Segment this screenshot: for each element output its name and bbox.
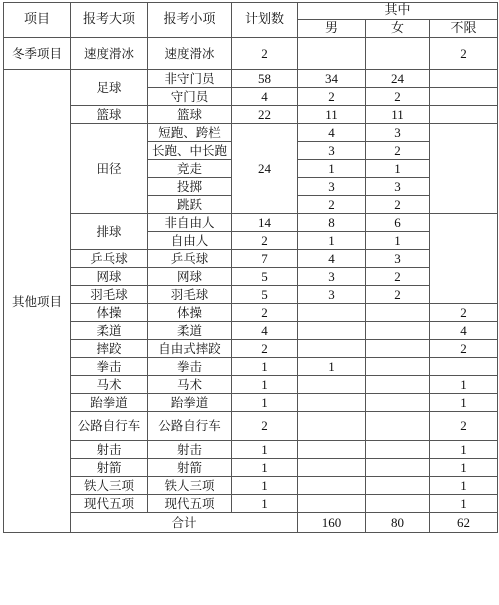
- cell-female: 1: [366, 232, 430, 250]
- cell-subcategory: 非自由人: [148, 214, 232, 232]
- cell-category: 网球: [71, 268, 148, 286]
- cell-female: [366, 459, 430, 477]
- cell-male: [298, 459, 366, 477]
- cell-category: 射箭: [71, 459, 148, 477]
- cell-subcategory: 非守门员: [148, 70, 232, 88]
- cell-project-other: 其他项目: [4, 70, 71, 533]
- cell-planned: 24: [232, 124, 298, 214]
- cell-male: [298, 322, 366, 340]
- cell-category: 铁人三项: [71, 477, 148, 495]
- cell-subcategory: 羽毛球: [148, 286, 232, 304]
- cell-female: [366, 477, 430, 495]
- cell-planned: 4: [232, 88, 298, 106]
- cell-female: 2: [366, 88, 430, 106]
- cell-planned: 4: [232, 322, 298, 340]
- table-row: [4, 304, 498, 322]
- total-planned: 160: [298, 513, 366, 533]
- cell-planned: 2: [232, 340, 298, 358]
- table-row: [4, 412, 498, 441]
- cell-unlimited: 2: [430, 412, 498, 441]
- header-row-1: [4, 3, 498, 20]
- cell-female: [366, 322, 430, 340]
- cell-planned: 1: [232, 459, 298, 477]
- cell-unlimited: 1: [430, 376, 498, 394]
- table-row: [4, 376, 498, 394]
- cell-female: 24: [366, 70, 430, 88]
- total-female: 62: [430, 513, 498, 533]
- cell-male: 11: [298, 106, 366, 124]
- table-row: [4, 124, 498, 142]
- cell-category: 射击: [71, 441, 148, 459]
- cell-male: 2: [298, 196, 366, 214]
- cell-planned: 58: [232, 70, 298, 88]
- cell-planned: 1: [232, 441, 298, 459]
- cell-planned: 14: [232, 214, 298, 232]
- cell-male: [298, 495, 366, 513]
- cell-unlimited: [430, 70, 498, 88]
- cell-female: [366, 358, 430, 376]
- table-row: [4, 250, 498, 268]
- table-row: [4, 268, 498, 286]
- cell-male: 3: [298, 268, 366, 286]
- total-male: 80: [366, 513, 430, 533]
- cell-male: 4: [298, 250, 366, 268]
- cell-female: [366, 441, 430, 459]
- cell-category: 乒乓球: [71, 250, 148, 268]
- cell-subcategory: 铁人三项: [148, 477, 232, 495]
- cell-category: 体操: [71, 304, 148, 322]
- table-row: [4, 214, 498, 232]
- cell-subcategory: 柔道: [148, 322, 232, 340]
- header-of-which: 其中: [298, 3, 498, 20]
- table-row: [4, 286, 498, 304]
- cell-category: 摔跤: [71, 340, 148, 358]
- quota-table-container: [3, 2, 497, 533]
- cell-male: [298, 477, 366, 495]
- cell-subcategory: 体操: [148, 304, 232, 322]
- cell-unlimited: [430, 106, 498, 124]
- cell-female: [366, 340, 430, 358]
- cell-unlimited: 1: [430, 394, 498, 412]
- header-female: 女: [366, 20, 430, 38]
- table-row: [4, 459, 498, 477]
- cell-unlimited: [430, 358, 498, 376]
- cell-category: 羽毛球: [71, 286, 148, 304]
- cell-planned: 22: [232, 106, 298, 124]
- cell-male: [298, 441, 366, 459]
- cell-female: 2: [366, 268, 430, 286]
- cell-male: [298, 412, 366, 441]
- table-row: [4, 394, 498, 412]
- header-male: 男: [298, 20, 366, 38]
- cell-subcategory: 自由式摔跤: [148, 340, 232, 358]
- cell-male: 8: [298, 214, 366, 232]
- cell-unlimited: [430, 124, 498, 214]
- cell-female: 3: [366, 250, 430, 268]
- total-label: 合计: [71, 513, 298, 533]
- cell-male: 34: [298, 70, 366, 88]
- cell-male: [298, 304, 366, 322]
- table-row-winter: [4, 38, 498, 70]
- cell-category: 公路自行车: [71, 412, 148, 441]
- cell-subcategory: 长跑、中长跑: [148, 142, 232, 160]
- cell-unlimited: 1: [430, 477, 498, 495]
- cell-female: 2: [366, 286, 430, 304]
- cell-unlimited: 1: [430, 495, 498, 513]
- cell-female: [366, 495, 430, 513]
- cell-subcategory: 射击: [148, 441, 232, 459]
- cell-subcategory: 网球: [148, 268, 232, 286]
- cell-female: 1: [366, 160, 430, 178]
- table-row: [4, 106, 498, 124]
- header-planned: 计划数: [232, 3, 298, 38]
- cell-subcategory: 自由人: [148, 232, 232, 250]
- cell-category: 柔道: [71, 322, 148, 340]
- cell-subcategory: 马术: [148, 376, 232, 394]
- table-row: [4, 495, 498, 513]
- cell-planned: 1: [232, 394, 298, 412]
- cell-planned: 5: [232, 286, 298, 304]
- cell-subcategory: 速度滑冰: [148, 38, 232, 70]
- cell-category: 篮球: [71, 106, 148, 124]
- cell-planned: 1: [232, 358, 298, 376]
- cell-female: [366, 412, 430, 441]
- cell-female: [366, 376, 430, 394]
- cell-subcategory: 跆拳道: [148, 394, 232, 412]
- cell-unlimited: 2: [430, 340, 498, 358]
- cell-planned: 1: [232, 477, 298, 495]
- cell-male: [298, 340, 366, 358]
- cell-planned: 2: [232, 304, 298, 322]
- cell-planned: 5: [232, 268, 298, 286]
- cell-female: 3: [366, 124, 430, 142]
- cell-subcategory: 现代五项: [148, 495, 232, 513]
- cell-category: 现代五项: [71, 495, 148, 513]
- table-row: [4, 358, 498, 376]
- table-row: [4, 70, 498, 88]
- table-row: [4, 477, 498, 495]
- cell-category: 拳击: [71, 358, 148, 376]
- enrollment-quota-table: [3, 2, 498, 533]
- cell-planned: 2: [232, 232, 298, 250]
- cell-category: 跆拳道: [71, 394, 148, 412]
- header-unlimited: 不限: [430, 20, 498, 38]
- cell-category: 排球: [71, 214, 148, 250]
- cell-male: [298, 376, 366, 394]
- cell-planned: 2: [232, 38, 298, 70]
- cell-planned: 1: [232, 495, 298, 513]
- table-row: [4, 340, 498, 358]
- cell-subcategory: 篮球: [148, 106, 232, 124]
- cell-female: 3: [366, 178, 430, 196]
- cell-unlimited: 4: [430, 322, 498, 340]
- cell-subcategory: 拳击: [148, 358, 232, 376]
- cell-project: 冬季项目: [4, 38, 71, 70]
- cell-female: [366, 304, 430, 322]
- cell-subcategory: 守门员: [148, 88, 232, 106]
- cell-subcategory: 竞走: [148, 160, 232, 178]
- cell-male: [298, 38, 366, 70]
- cell-planned: 7: [232, 250, 298, 268]
- cell-female: 6: [366, 214, 430, 232]
- cell-subcategory: 投掷: [148, 178, 232, 196]
- cell-male: 1: [298, 232, 366, 250]
- cell-category: 马术: [71, 376, 148, 394]
- cell-female: 2: [366, 196, 430, 214]
- cell-male: 1: [298, 358, 366, 376]
- cell-category: 足球: [71, 70, 148, 106]
- table-row: [4, 322, 498, 340]
- cell-unlimited: 1: [430, 441, 498, 459]
- cell-subcategory: 公路自行车: [148, 412, 232, 441]
- cell-category: 田径: [71, 124, 148, 214]
- cell-male: 3: [298, 142, 366, 160]
- cell-unlimited: 2: [430, 304, 498, 322]
- cell-subcategory: 射箭: [148, 459, 232, 477]
- cell-male: 4: [298, 124, 366, 142]
- header-category: 报考大项: [71, 3, 148, 38]
- cell-male: 3: [298, 286, 366, 304]
- cell-planned: 1: [232, 376, 298, 394]
- cell-female: 11: [366, 106, 430, 124]
- cell-subcategory: 跳跃: [148, 196, 232, 214]
- total-row: [4, 513, 498, 533]
- table-row: [4, 441, 498, 459]
- cell-female: 2: [366, 142, 430, 160]
- cell-category: 速度滑冰: [71, 38, 148, 70]
- cell-unlimited: [430, 88, 498, 106]
- cell-female: [366, 38, 430, 70]
- cell-subcategory: 乒乓球: [148, 250, 232, 268]
- cell-unlimited: [430, 214, 498, 304]
- header-project: 项目: [4, 3, 71, 38]
- cell-unlimited: 1: [430, 459, 498, 477]
- cell-male: 1: [298, 160, 366, 178]
- cell-subcategory: 短跑、跨栏: [148, 124, 232, 142]
- cell-male: 3: [298, 178, 366, 196]
- header-subcategory: 报考小项: [148, 3, 232, 38]
- cell-male: 2: [298, 88, 366, 106]
- cell-female: [366, 394, 430, 412]
- cell-unlimited: 2: [430, 38, 498, 70]
- cell-planned: 2: [232, 412, 298, 441]
- cell-male: [298, 394, 366, 412]
